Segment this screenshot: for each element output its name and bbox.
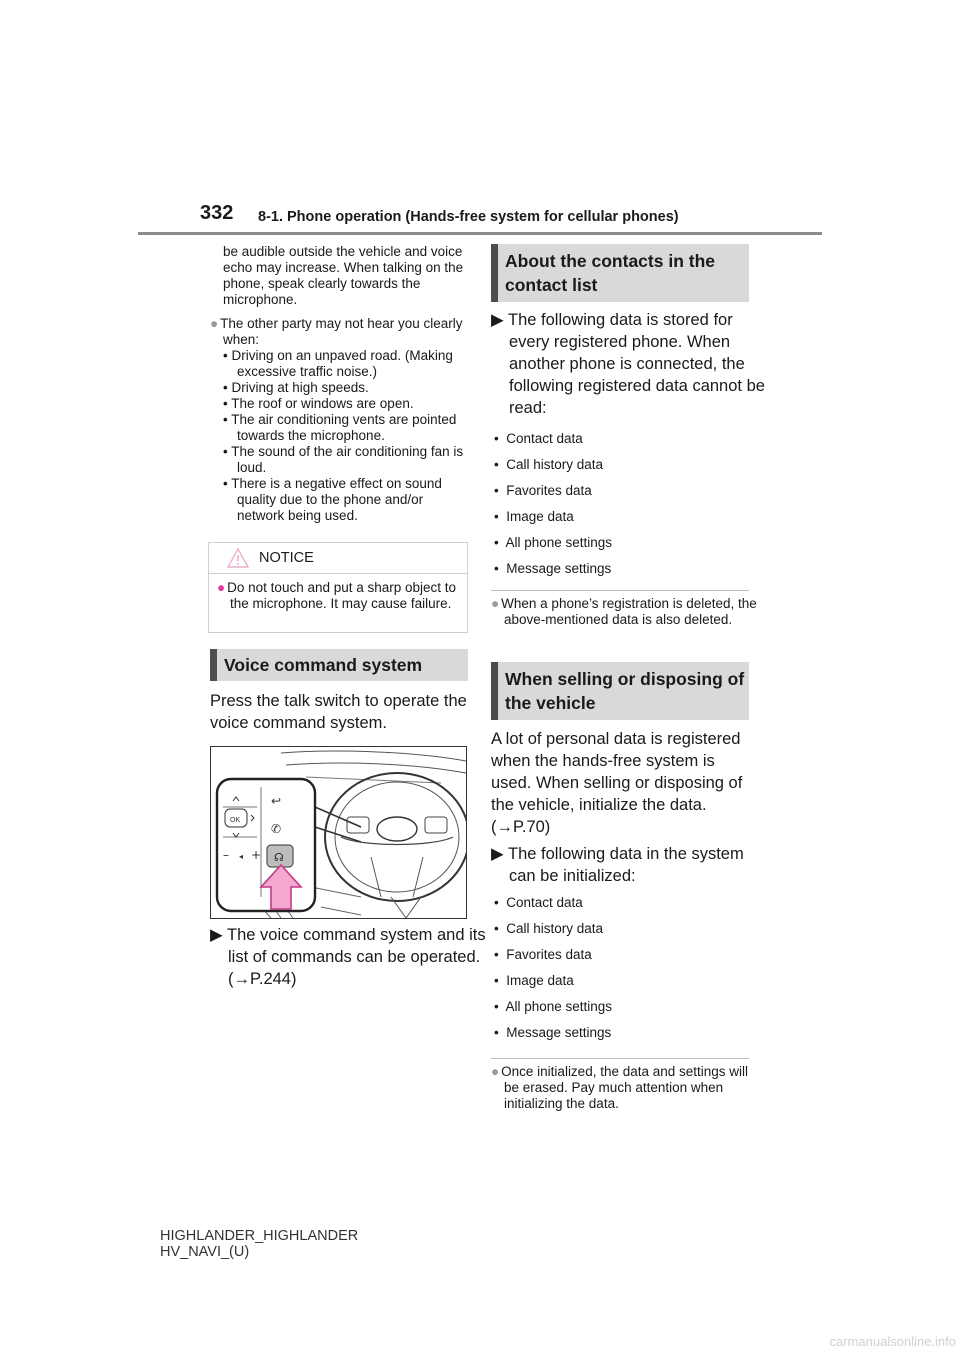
party-intro-line <box>210 316 472 348</box>
list-item: • Call history data <box>494 457 604 472</box>
bullet-dot-icon: ● <box>210 316 219 331</box>
svg-text:◂: ◂ <box>239 852 244 861</box>
voice-paragraph: Press the talk switch to operate the voice command system. <box>210 692 467 732</box>
notice-label: NOTICE <box>259 550 314 566</box>
footer-line-1: HIGHLANDER_HIGHLANDER <box>160 1228 359 1244</box>
svg-text:↩: ↩ <box>271 794 282 808</box>
list-item: • Favorites data <box>494 483 592 498</box>
svg-text:OK: OK <box>230 817 241 824</box>
contacts-list <box>494 426 744 582</box>
contacts-note: ● When a phone’s registration is deleted, the above-mentioned data is also deleted. <box>491 596 757 627</box>
steering-wheel-illustration-svg <box>211 747 466 918</box>
selling-bullet <box>491 843 771 887</box>
voice-command-heading: Voice command system <box>210 649 468 681</box>
list-item: • Contact data <box>494 895 583 910</box>
svg-text:+: + <box>251 848 262 862</box>
list-item: • Image data <box>494 509 574 524</box>
page-number: 332 <box>200 202 234 224</box>
list-item: • Favorites data <box>494 947 592 962</box>
contacts-bullet <box>491 309 771 419</box>
list-item: • All phone settings <box>494 999 613 1014</box>
svg-text:–: – <box>223 848 229 862</box>
selling-list <box>494 890 744 1046</box>
triangle-bullet-icon: ▶ <box>210 926 223 944</box>
list-item: • Contact data <box>494 431 583 446</box>
selling-paragraph: A lot of personal data is registered when the hands-free system is used. When selling or disposing of the vehicle, initialize the data. (→P.70) <box>491 730 743 836</box>
notice-body <box>217 580 475 612</box>
party-note <box>210 316 472 524</box>
contacts-heading: About the contacts in the contact list <box>491 244 749 302</box>
party-list <box>210 348 472 524</box>
voice-bullet-text: The voice command system and its list of commands can be operated. (→P.244) <box>227 926 486 988</box>
list-item: • Call history data <box>494 921 604 936</box>
selling-heading: When selling or disposing of the vehicle <box>491 662 749 720</box>
list-item: • Driving on an unpaved road. (Making excessive traffic noise.) <box>223 348 453 379</box>
svg-text:✆: ✆ <box>271 822 282 836</box>
section-title: 8-1. Phone operation (Hands-free system for cellular phones) <box>258 209 679 225</box>
bullet-dot-icon: ● <box>491 1064 500 1079</box>
continued-paragraph: be audible outside the vehicle and voice echo may increase. When talking on the phone, speak clearly towards the microphone. <box>223 244 464 307</box>
voice-bullet <box>210 924 490 990</box>
notice-header <box>209 543 467 574</box>
list-item: • Message settings <box>494 1025 612 1040</box>
bullet-dot-icon: ● <box>491 596 500 611</box>
watermark: carmanualsonline.info <box>829 1334 956 1349</box>
list-item: • Driving at high speeds. <box>223 380 369 395</box>
warning-triangle-icon <box>227 548 249 568</box>
divider <box>491 1058 749 1059</box>
notice-text: Do not touch and put a sharp object to the microphone. It may cause failure. <box>227 580 457 611</box>
svg-text:☊: ☊ <box>274 851 284 864</box>
selling-bullet-text: The following data in the system can be initialized: <box>508 845 744 885</box>
party-intro: The other party may not hear you clearly when: <box>220 316 463 347</box>
contacts-bullet-text: The following data is stored for every registered phone. When another phone is connected, the following registered data cannot be read: <box>508 311 765 417</box>
notice-box <box>208 542 468 633</box>
list-item: • Message settings <box>494 561 612 576</box>
steering-switch-illustration <box>210 746 467 919</box>
list-item: • All phone settings <box>494 535 613 550</box>
triangle-bullet-icon: ▶ <box>491 845 504 863</box>
triangle-bullet-icon: ▶ <box>491 311 504 329</box>
selling-note: ● Once initialized, the data and settings will be erased. Pay much attention when initializing the data. <box>491 1064 749 1111</box>
list-item: • The sound of the air conditioning fan is loud. <box>223 444 464 475</box>
header-rule <box>138 232 822 235</box>
bullet-pink-icon: ● <box>217 580 226 595</box>
footer-line-2: HV_NAVI_(U) <box>160 1244 250 1260</box>
list-item: • There is a negative effect on sound quality due to the phone and/or network being used. <box>223 476 442 523</box>
footer <box>160 1228 358 1260</box>
list-item: • Image data <box>494 973 574 988</box>
list-item: • The air conditioning vents are pointed towards the microphone. <box>223 412 457 443</box>
divider <box>491 590 749 591</box>
list-item: • The roof or windows are open. <box>223 396 414 411</box>
